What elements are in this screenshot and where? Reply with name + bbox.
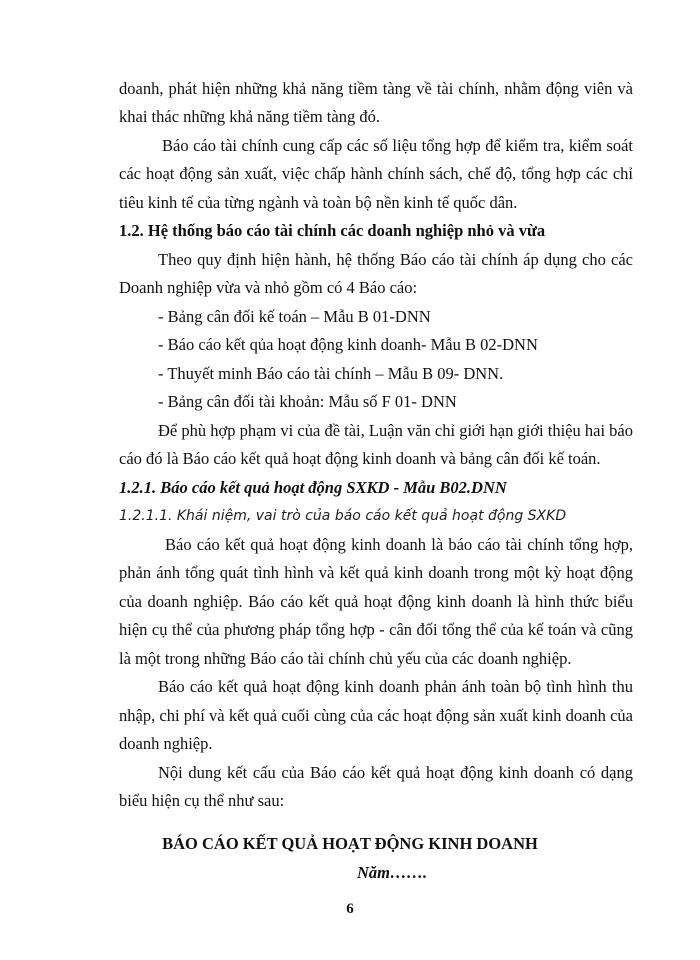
paragraph-7-line-2: biểu hiện cụ thể như sau:	[119, 791, 285, 810]
paragraph-2-line-2: các hoạt động sản xuất, việc chấp hành chính sách, chế độ, tổng hợp các chỉ	[119, 164, 633, 183]
paragraph-2-line-1: Báo cáo tài chính cung cấp các số liệu tổng hợp để kiểm tra, kiểm soát	[162, 136, 633, 155]
page-number: 6	[346, 901, 354, 917]
paragraph-6-line-2: nhập, chi phí và kết quả cuối cùng của các hoạt động sản xuất kinh doanh của	[119, 706, 633, 725]
list-item: - Bảng cân đối tài khoản: Mẫu số F 01- DNN	[158, 392, 457, 411]
list-item: - Báo cáo kết qủa hoạt động kinh doanh- Mẫu B 02-DNN	[158, 335, 538, 354]
paragraph-7-line-1: Nội dung kết cấu của Báo cáo kết quả hoạt động kinh doanh có dạng	[158, 763, 633, 782]
paragraph-3-line-2: Doanh nghiệp vừa và nhỏ gồm có 4 Báo cáo:	[119, 278, 418, 297]
paragraph-3-line-1: Theo quy định hiện hành, hệ thống Báo cáo tài chính áp dụng cho các	[158, 250, 633, 269]
paragraph-6-line-3: doanh nghiệp.	[119, 734, 213, 753]
paragraph-5-line-4: hiện cụ thể của phương pháp tổng hợp - cân đối tổng thể của kế toán và cũng	[119, 620, 633, 639]
paragraph-2-line-3: tiêu kinh tế của từng ngành và toàn bộ nền kinh tế quốc dân.	[119, 193, 518, 212]
paragraph-6-line-1: Báo cáo kết quả hoạt động kinh doanh phản ánh toàn bộ tình hình thu	[158, 677, 633, 696]
heading-1-2: 1.2. Hệ thống báo cáo tài chính các doanh nghiệp nhỏ và vừa	[119, 221, 546, 240]
paragraph-4-line-2: cáo đó là Báo cáo kết quả hoạt động kinh doanh và bảng cân đối kế toán.	[119, 449, 601, 468]
paragraph-5-line-3: của doanh nghiệp. Báo cáo kết quả hoạt động kinh doanh là hình thức biểu	[119, 592, 633, 611]
paragraph-5-line-2: phản ánh tổng quát tình hình và kết quả kinh doanh trong một kỳ hoạt động	[119, 563, 633, 582]
paragraph-5-line-1: Báo cáo kết quả hoạt động kinh doanh là báo cáo tài chính tổng hợp,	[165, 535, 633, 554]
heading-1-2-1-1: 1.2.1.1. Khái niệm, vai trò của báo cáo kết quả hoạt động SXKD	[119, 508, 567, 524]
heading-1-2-1: 1.2.1. Báo cáo kết quả hoạt động SXKD - Mẫu B02.DNN	[119, 478, 507, 497]
report-title: BÁO CÁO KẾT QUẢ HOẠT ĐỘNG KINH DOANH	[162, 834, 538, 853]
paragraph-5-line-5: là một trong những Báo cáo tài chính chủ yếu của các doanh nghiệp.	[119, 649, 572, 668]
paragraph-1-line-1: doanh, phát hiện những khả năng tiềm tàng về tài chính, nhằm động viên và	[119, 79, 633, 98]
list-item: - Thuyết minh Báo cáo tài chính – Mẫu B 09- DNN.	[158, 364, 504, 383]
list-item: - Bảng cân đối kế toán – Mẫu B 01-DNN	[158, 307, 431, 326]
paragraph-4-line-1: Để phù hợp phạm vi của đề tài, Luận văn chỉ giới hạn giới thiệu hai báo	[158, 421, 633, 440]
paragraph-1-line-2: khai thác những khả năng tiềm tàng đó.	[119, 107, 380, 126]
report-year: Năm…….	[356, 863, 428, 882]
